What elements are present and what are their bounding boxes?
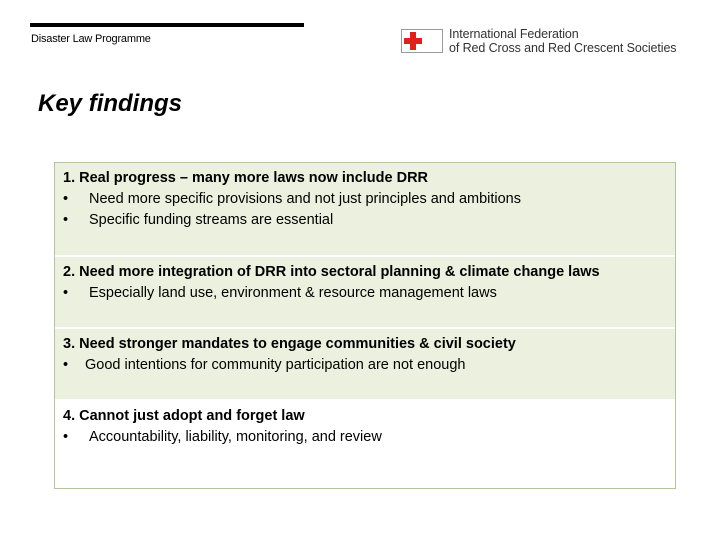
- finding-3: [55, 329, 675, 399]
- finding-heading-text: Need stronger mandates to engage communities & civil society: [79, 336, 516, 352]
- org-name-line1: International Federation: [449, 27, 579, 41]
- finding-bullet: [63, 283, 675, 304]
- bullet-icon: •: [63, 429, 69, 445]
- finding-2: [55, 257, 675, 327]
- finding-bullet: [63, 189, 675, 210]
- finding-bullet: [63, 210, 675, 231]
- finding-1: [55, 163, 675, 255]
- finding-heading: [63, 168, 675, 189]
- program-name: Disaster Law Programme: [31, 33, 151, 45]
- finding-bullet: [63, 355, 675, 376]
- red-cross-crescent-icon: [401, 29, 443, 53]
- finding-bullet: [63, 427, 675, 448]
- bullet-text: Specific funding streams are essential: [89, 212, 334, 228]
- bullet-text: Good intentions for community participation are not enough: [85, 357, 466, 373]
- finding-number: 3.: [63, 336, 76, 352]
- org-name-line2: of Red Cross and Red Crescent Societies: [449, 41, 677, 55]
- bullet-text: Need more specific provisions and not just principles and ambitions: [89, 191, 521, 207]
- finding-heading: [63, 334, 675, 355]
- bullet-icon: •: [63, 357, 69, 373]
- page-title: Key findings: [38, 90, 183, 117]
- header-rule: [30, 23, 304, 27]
- bullet-icon: •: [63, 285, 69, 301]
- bullet-text: Especially land use, environment & resource management laws: [89, 285, 497, 301]
- finding-number: 4.: [63, 408, 76, 424]
- finding-number: 1.: [63, 170, 76, 186]
- finding-heading: [63, 262, 675, 283]
- ifrc-logo: [401, 27, 676, 55]
- finding-heading: [63, 406, 675, 427]
- finding-heading-text: Real progress – many more laws now include DRR: [79, 170, 429, 186]
- finding-heading-text: Cannot just adopt and forget law: [79, 408, 305, 424]
- bullet-icon: •: [63, 212, 69, 228]
- bullet-icon: •: [63, 191, 69, 207]
- findings-panel: [54, 162, 676, 489]
- bullet-text: Accountability, liability, monitoring, and review: [89, 429, 382, 445]
- org-name: [449, 27, 676, 55]
- finding-heading-text: Need more integration of DRR into sectoral planning & climate change laws: [79, 264, 600, 280]
- finding-number: 2.: [63, 264, 76, 280]
- finding-4: [55, 401, 675, 488]
